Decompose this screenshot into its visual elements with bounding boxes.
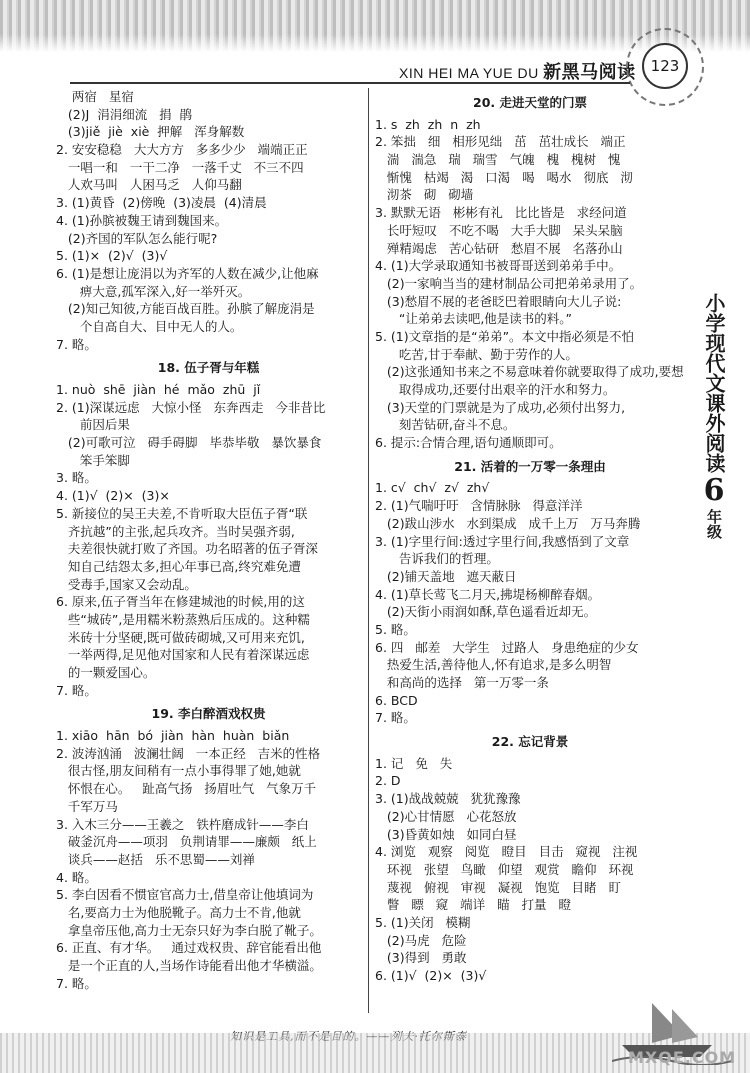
answer-line: 4. (1)孙膑被魏王请到魏国来。: [56, 212, 228, 228]
answer-line: 谈兵——赵括 乐不思蜀——刘禅: [56, 851, 255, 867]
answer-line: 米砖十分坚硬,既可做砖砌城,又可用来充饥,: [56, 629, 305, 645]
answer-line: 1. xiāo hān bó jiàn hàn huàn biǎn: [56, 728, 290, 744]
answer-line: 吃苦,甘于奉献、勤于劳作的人。: [375, 346, 578, 362]
answer-line: 破釜沉舟——项羽 负荆请罪——廉颇 纸上: [56, 834, 317, 850]
answer-line: (2)这张通知书来之不易意味着你就要取得了成功,要想: [375, 364, 684, 380]
answer-line: 2. 笨拙 细 相形见绌 茁 茁壮成长 端正: [375, 134, 626, 150]
section-heading: 19. 李白醉酒戏权贵: [151, 706, 266, 722]
answer-line: 知自己结怨太多,担心年事已高,终究难免遭: [56, 558, 301, 574]
answer-line: 2. 波涛汹涌 波澜壮阔 一本正经 吉米的性格: [56, 745, 321, 761]
answer-line: 取得成功,还要付出艰辛的汗水和努力。: [375, 382, 616, 397]
answer-line: 4. 略。: [56, 869, 97, 885]
answer-line: 2. 安安稳稳 大大方方 多多少少 端端正正: [56, 142, 308, 158]
answer-line: 千军万马: [56, 798, 118, 814]
answer-line: 5. 略。: [375, 621, 416, 637]
answer-line: 拿皇帝压他,高力士无奈只好为李白脱了靴子。: [56, 922, 322, 938]
series-title: [399, 58, 636, 84]
answer-line: 是一个正直的人,当场作诗能看出他才华横溢。: [56, 958, 322, 973]
answer-line: 惭愧 枯竭 渴 口渴 喝 喝水 彻底 沏: [375, 169, 633, 185]
section-heading: 21. 活着的一万零一条理由: [454, 458, 606, 474]
answer-line: (2)马虎 危险: [375, 932, 467, 948]
answer-line: 长吁短叹 不吃不喝 大手大脚 呆头呆脑: [375, 222, 623, 238]
answer-line: 人欢马叫 人困马乏 人仰马翻: [56, 177, 242, 193]
answer-line: 湍 湍急 瑞 瑞雪 气魄 槐 槐树 愧: [375, 152, 621, 168]
answer-line: 6. BCD: [375, 692, 418, 708]
answer-line: (2)J 涓涓细流 捐 鹃: [56, 106, 193, 122]
answer-line: 4. 浏览 观察 阅览 瞪目 目击 窥视 注视: [375, 844, 638, 860]
answer-line: 3. (1)字里行间:透过字里行间,我感悟到了文章: [375, 533, 630, 549]
series-brand: 新黑马阅读: [543, 62, 636, 83]
answer-line: 3. 入木三分——王羲之 铁杵磨成针——李白: [56, 816, 309, 832]
answer-line: 一唱一和 一干二净 一落千丈 不三不四: [56, 159, 304, 175]
answer-line: 3. 默默无语 彬彬有礼 比比皆是 求经问道: [375, 205, 627, 221]
answer-line: (2)知己知彼,方能百战百胜。孙膑了解庞涓是: [56, 301, 315, 317]
answer-line: 4. (1)草长莺飞二月天,拂堤杨柳醉春烟。: [375, 586, 601, 602]
answer-line: 的一颗爱国心。: [56, 665, 156, 680]
answer-line: 和高尚的选择 第一万零一条: [375, 675, 549, 690]
answer-line: 5. (1)文章指的是“弟弟”。本文中指必须是不怕: [375, 328, 635, 344]
answer-line: 些“城砖”,是用糯米粉蒸熟后压成的。这种糯: [56, 611, 310, 627]
answer-line: (2)铺天盖地 遮天蔽日: [375, 568, 517, 584]
answer-line: 1. 记 免 失: [375, 755, 453, 771]
answer-line: 名,要高力士为他脱靴子。高力士不肯,他就: [56, 904, 301, 920]
answer-line: (2)跋山涉水 水到渠成 成千上万 万马奔腾: [375, 515, 641, 531]
answer-line: 5. 新接位的吴王夫差,不肯听取大臣伍子胥“联: [56, 505, 308, 521]
answer-line: 齐抗越”的主张,起兵攻齐。当时吴强齐弱,: [56, 523, 295, 539]
answer-line: 7. 略。: [56, 682, 97, 698]
answer-line: 热爱生活,善待他人,怀有追求,是多么明智: [375, 657, 612, 673]
answer-line: (3)天堂的门票就是为了成功,必须付出努力,: [375, 399, 626, 415]
answer-line: 殚精竭虑 苦心钻研 愁眉不展 名落孙山: [375, 240, 623, 256]
answer-line: “让弟弟去读吧,他是读书的料。”: [375, 311, 573, 327]
answer-line: 两宿 星宿: [56, 89, 134, 104]
answer-line: 6. 提示:合情合理,语句通顺即可。: [375, 435, 562, 451]
answer-line: 5. (1)关闭 模糊: [375, 914, 471, 930]
section-heading: 18. 伍子胥与年糕: [157, 360, 260, 376]
answer-line: 个自高自大、目中无人的人。: [56, 318, 243, 334]
answer-line: 前因后果: [56, 417, 130, 433]
answer-line: 1. c√ ch√ z√ zh√: [375, 480, 490, 496]
header-rule: [70, 82, 630, 84]
answer-line: (2)齐国的军队怎么能行呢?: [56, 230, 218, 246]
answer-line: (2)可歌可泣 碍手碍脚 毕恭毕敬 暴饮暴食: [56, 435, 322, 451]
left-column: [56, 88, 361, 992]
answer-line: 夫差很快就打败了齐国。功名昭著的伍子胥深: [56, 541, 318, 557]
answer-line: 6. 原来,伍子胥当年在修建城池的时候,用的这: [56, 594, 305, 610]
answer-line: 5. (1)× (2)√ (3)√: [56, 248, 168, 264]
answer-line: 2. (1)深谋远虑 大惊小怪 东奔西走 今非昔比: [56, 399, 326, 415]
answer-line: 1. nuò shē jiàn hé mǎo zhū jǐ: [56, 382, 261, 397]
answer-line: 蔑视 俯视 审视 凝视 饱览 目睹 盯: [375, 879, 621, 895]
side-label: [700, 293, 728, 539]
answer-line: 5. 李白因看不惯宦官高力士,借皇帝让他填词为: [56, 887, 314, 903]
answer-line: 3. 略。: [56, 470, 97, 486]
answer-line: 7. 略。: [56, 336, 97, 352]
answer-line: 很古怪,朋友间稍有一点小事得罪了她,她就: [56, 763, 301, 779]
answer-line: 7. 略。: [375, 710, 416, 726]
answer-line: 4. (1)√ (2)× (3)×: [56, 488, 170, 504]
answer-line: (3)得到 勇敢: [375, 950, 467, 966]
answer-line: 3. (1)战战兢兢 犹犹豫豫: [375, 791, 521, 807]
answer-line: 7. 略。: [56, 975, 97, 991]
answer-line: 怀恨在心。 趾高气扬 扬眉吐气 气象万千: [56, 781, 317, 797]
side-label-title: 小学现代文课外阅读: [702, 293, 726, 473]
right-column: [375, 88, 685, 985]
answer-line: 2. (1)气喘吁吁 含情脉脉 得意洋洋: [375, 498, 583, 514]
answer-line: 2. D: [375, 773, 401, 789]
answer-line: 笨手笨脚: [56, 452, 130, 468]
answer-line: 瞥 瞟 窥 端详 瞄 打量 瞪: [375, 897, 571, 913]
section-heading: 20. 走进天堂的门票: [473, 95, 587, 110]
answer-line: 6. (1)√ (2)× (3)√: [375, 968, 487, 983]
answer-line: 4. (1)大学录取通知书被哥哥送到弟弟手中。: [375, 258, 622, 274]
answer-line: (2)一家响当当的建材制品公司把弟弟录用了。: [375, 275, 643, 291]
answer-line: 沏茶 砌 砌墙: [375, 187, 474, 203]
answer-line: (2)心甘情愿 心花怒放: [375, 808, 517, 824]
answer-line: (3)愁眉不展的老爸眨巴着眼睛向大儿子说:: [375, 293, 622, 309]
answer-line: 3. (1)黄昏 (2)傍晚 (3)凌晨 (4)清晨: [56, 195, 267, 211]
page-number: 123: [642, 43, 688, 89]
answer-line: 刻苦钻研,奋斗不息。: [375, 417, 516, 433]
answer-line: 一举两得,足见他对国家和人民有着深谋远虑: [56, 647, 310, 663]
section-heading: 22. 忘记背景: [491, 734, 569, 750]
answer-line: 环视 张望 鸟瞰 仰望 观赏 瞻仰 环视: [375, 861, 634, 877]
site-watermark: MXQE.COM: [628, 1048, 737, 1067]
answer-line: 告诉我们的哲理。: [375, 551, 499, 567]
answer-line: 受毒手,国家又会动乱。: [56, 576, 197, 592]
column-divider: [368, 88, 369, 1013]
series-pinyin: XIN HEI MA YUE DU: [399, 65, 539, 81]
answer-line: 1. s zh zh n zh: [375, 116, 481, 132]
answer-line: 痹大意,孤军深入,好一举歼灭。: [56, 283, 251, 299]
answer-line: (2)天街小雨润如酥,草色遥看近却无。: [375, 604, 597, 620]
grade-number: 6: [703, 473, 725, 508]
answer-line: 6. 四 邮差 大学生 过路人 身患绝症的少女: [375, 639, 639, 655]
answer-line: 6. (1)是想让庞涓以为齐军的人数在减少,让他麻: [56, 265, 319, 281]
grade-suffix: 年级: [705, 509, 723, 539]
answer-line: (3)jiě jiè xiè 押解 浑身解数: [56, 124, 245, 140]
answer-line: (3)昏黄如烛 如同白昼: [375, 826, 517, 842]
answer-line: 6. 正直、有才华。 通过戏权贵、辞官能看出他: [56, 940, 322, 956]
